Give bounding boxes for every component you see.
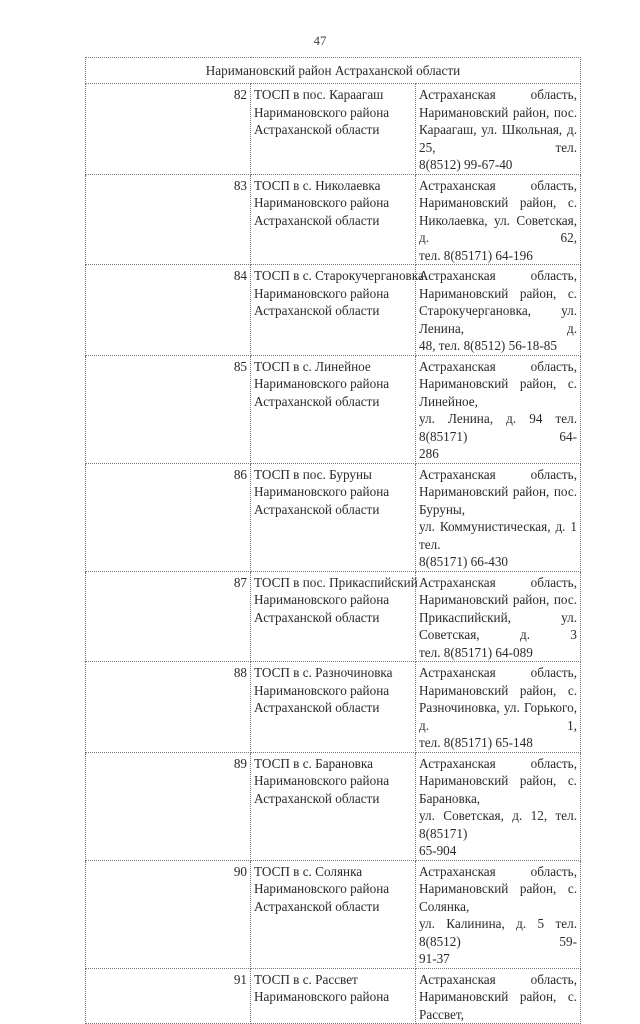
address-cell xyxy=(416,355,581,463)
office-name-cell xyxy=(251,174,416,265)
row-number: 84 xyxy=(86,265,251,356)
table-row xyxy=(86,752,581,860)
office-name-line: ТОСП в с. Линейное xyxy=(254,358,371,374)
row-number: 89 xyxy=(86,752,251,860)
address-cell xyxy=(416,463,581,571)
address-cell xyxy=(416,860,581,968)
table-row xyxy=(86,662,581,753)
office-name-line: ТОСП в с. Старокучергановка xyxy=(254,268,424,283)
office-name-line: Наримановского района xyxy=(254,773,390,788)
address-line: ул. Ленина, д. 94 тел. 8(85171) 64- xyxy=(419,411,577,444)
address-line: Астраханская область, xyxy=(419,755,577,771)
address-line: Наримановский район, с. xyxy=(419,682,577,698)
office-name-cell xyxy=(251,968,416,1024)
office-name-cell xyxy=(251,463,416,571)
row-number: 85 xyxy=(86,355,251,463)
address-line: 48, тел. 8(8512) 56-18-85 xyxy=(419,338,557,353)
address-line: Астраханская область, xyxy=(419,268,577,283)
address-line: тел. 8(85171) 64-196 xyxy=(419,247,533,263)
table-row xyxy=(86,571,581,662)
office-name-line: Наримановского района xyxy=(254,592,390,607)
address-line: Астраханская область, xyxy=(419,665,577,680)
address-line: Астраханская область, xyxy=(419,466,577,482)
address-cell xyxy=(416,752,581,860)
office-name-line: ТОСП в с. Николаевка xyxy=(254,177,381,193)
table-row xyxy=(86,860,581,968)
office-name-line: ТОСП в с. Барановка xyxy=(254,755,373,771)
address-line: тел. 8(85171) 64-089 xyxy=(419,644,533,660)
address-cell xyxy=(416,174,581,265)
office-name-line: ТОСП в с. Рассвет xyxy=(254,971,358,987)
office-name-line: Астраханской области xyxy=(254,303,380,318)
table-row xyxy=(86,355,581,463)
office-name-cell xyxy=(251,662,416,753)
office-name-cell xyxy=(251,355,416,463)
address-line: Астраханская область, xyxy=(419,863,577,879)
address-line: Караагаш, ул. Школьная, д. 25, тел. xyxy=(419,122,577,155)
address-line: Наримановский район, с. Солянка, xyxy=(419,881,577,914)
office-name-line: Наримановского района xyxy=(254,376,390,391)
office-name-cell xyxy=(251,265,424,356)
address-line: Наримановский район, пос. xyxy=(419,592,577,607)
office-name-line: Астраханской области xyxy=(254,609,380,625)
row-number: 88 xyxy=(86,662,251,753)
address-line: Наримановский район, с. Рассвет, xyxy=(419,989,577,1022)
address-line: Николаевка, ул. Советская, д. 62, xyxy=(419,212,577,245)
office-name-line: Наримановского района xyxy=(254,104,390,120)
office-name-line: Наримановского района xyxy=(254,989,390,1004)
region-header: Наримановский район Астраханской области xyxy=(86,58,581,84)
address-line: Наримановский район, пос. Буруны, xyxy=(419,484,577,517)
office-name-line: Астраханской области xyxy=(254,122,380,137)
address-cell xyxy=(416,265,581,356)
address-line: Наримановский район, с. xyxy=(419,195,577,210)
address-line: тел. 8(85171) 65-148 xyxy=(419,735,533,750)
address-cell xyxy=(416,84,581,175)
address-line: Астраханская область, xyxy=(419,358,577,374)
address-line: Астраханская область, xyxy=(419,574,577,590)
office-name-line: Наримановского района xyxy=(254,195,390,210)
office-name-cell xyxy=(251,752,416,860)
office-name-line: ТОСП в пос. Буруны xyxy=(254,466,372,482)
address-cell xyxy=(416,571,581,662)
office-name-line: ТОСП в пос. Прикаспийский xyxy=(254,574,418,590)
address-line: Старокучергановка, ул. Ленина, д. xyxy=(419,303,577,336)
address-line: 286 xyxy=(419,446,439,461)
address-cell xyxy=(416,662,581,753)
office-name-line: Наримановского района xyxy=(254,285,390,301)
office-name-line: Астраханской области xyxy=(254,898,380,914)
address-line: Астраханская область, xyxy=(419,87,577,102)
row-number: 82 xyxy=(86,84,251,175)
office-name-cell xyxy=(251,84,416,175)
office-name-line: Наримановского района xyxy=(254,682,390,698)
address-line: Прикаспийский, ул. Советская, д. 3 xyxy=(419,609,577,642)
address-cell xyxy=(416,968,581,1024)
registry-rows xyxy=(86,84,581,1024)
address-line: ул. Коммунистическая, д. 1 тел. xyxy=(419,519,577,552)
office-name-line: ТОСП в с. Разночиновка xyxy=(254,665,393,680)
address-line: Наримановский район, с. xyxy=(419,285,577,301)
page-number: 47 xyxy=(313,33,327,48)
office-name-line: Астраханской области xyxy=(254,212,380,228)
office-name-line: Наримановского района xyxy=(254,484,390,499)
office-name-line: Астраханской области xyxy=(254,501,380,517)
row-number: 91 xyxy=(86,968,251,1024)
row-number: 87 xyxy=(86,571,251,662)
table-row xyxy=(86,968,581,1024)
address-line: Наримановский район, с. Линейное, xyxy=(419,376,577,409)
office-name-cell xyxy=(251,571,416,662)
table-row xyxy=(86,463,581,571)
office-name-line: ТОСП в пос. Караагаш xyxy=(254,87,384,102)
address-line: ул. Советская, д. 12, тел. 8(85171) xyxy=(419,808,577,841)
office-name-line: Астраханской области xyxy=(254,790,380,806)
row-number: 86 xyxy=(86,463,251,571)
row-number: 83 xyxy=(86,174,251,265)
office-name-cell xyxy=(251,860,416,968)
row-number: 90 xyxy=(86,860,251,968)
region-header-row xyxy=(86,58,581,84)
table-row xyxy=(86,174,581,265)
registry-table xyxy=(85,57,581,1024)
address-line: Разночиновка, ул. Горького, д. 1, xyxy=(419,700,577,733)
table-row xyxy=(86,265,581,356)
address-line: 8(8512) 99-67-40 xyxy=(419,157,513,172)
address-line: ул. Калинина, д. 5 тел. 8(8512) 59- xyxy=(419,916,577,949)
address-line: Астраханская область, xyxy=(419,177,577,193)
office-name-line: ТОСП в с. Солянка xyxy=(254,863,363,879)
address-line: Наримановский район, с. Барановка, xyxy=(419,773,577,806)
table-row xyxy=(86,84,581,175)
address-line: Наримановский район, пос. xyxy=(419,104,577,120)
address-line: 65-904 xyxy=(419,843,457,858)
office-name-line: Астраханской области xyxy=(254,393,380,409)
office-name-line: Наримановского района xyxy=(254,881,390,896)
address-line: 91-37 xyxy=(419,951,450,966)
address-line: 8(85171) 66-430 xyxy=(419,554,509,569)
address-line: Астраханская область, xyxy=(419,971,577,987)
office-name-line: Астраханской области xyxy=(254,700,380,715)
